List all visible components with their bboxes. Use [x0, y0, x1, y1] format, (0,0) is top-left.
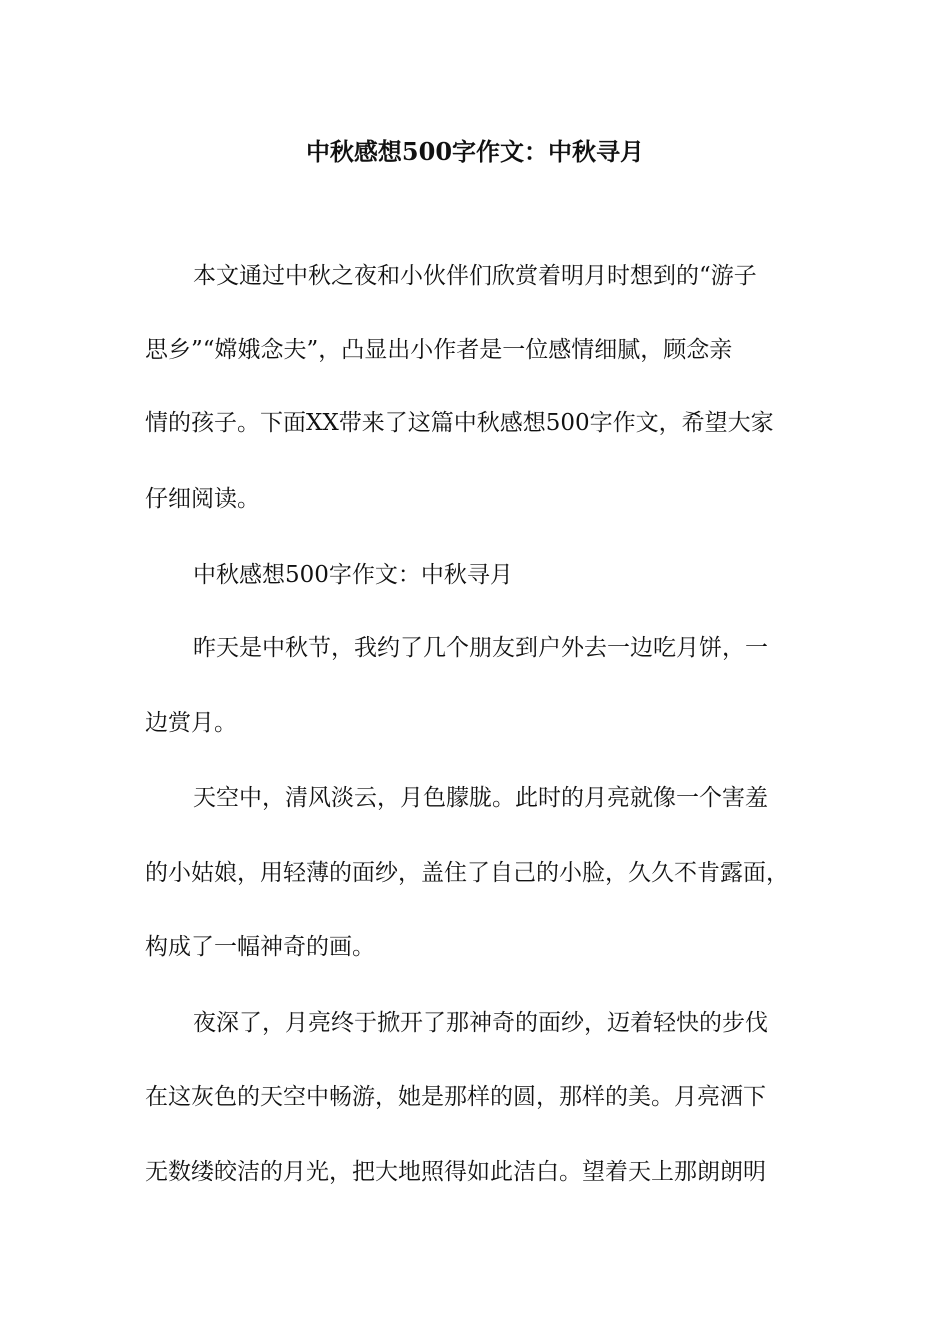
paragraph-line: 思乡”“嫦娥念夫”，凸显出小作者是一位感情细腻，顾念亲 — [145, 337, 733, 363]
paragraph-line: 在这灰色的天空中畅游，她是那样的圆，那样的美。月亮洒下 — [145, 1084, 766, 1110]
paragraph-line: 本文通过中秋之夜和小伙伴们欣赏着明月时想到的“游子 — [193, 263, 757, 289]
paragraph-line: 情的孩子。下面XX带来了这篇中秋感想500字作文，希望大家 — [145, 410, 774, 436]
paragraph-line: 天空中，清风淡云，月色朦胧。此时的月亮就像一个害羞 — [193, 785, 768, 811]
paragraph-line: 的小姑娘，用轻薄的面纱，盖住了自己的小脸，久久不肯露面， — [145, 860, 789, 886]
paragraph-line: 构成了一幅神奇的画。 — [145, 934, 375, 960]
paragraph-line: 边赏月。 — [145, 710, 237, 736]
paragraph-line: 昨天是中秋节，我约了几个朋友到户外去一边吃月饼，一 — [193, 635, 768, 661]
document-title: 中秋感想500字作文：中秋寻月 — [305, 137, 645, 166]
paragraph-line: 中秋感想500字作文：中秋寻月 — [193, 562, 513, 588]
paragraph-line: 仔细阅读。 — [145, 486, 260, 512]
paragraph-line: 夜深了，月亮终于掀开了那神奇的面纱，迈着轻快的步伐 — [193, 1010, 768, 1036]
paragraph-line: 无数缕皎洁的月光，把大地照得如此洁白。望着天上那朗朗明 — [145, 1159, 766, 1185]
